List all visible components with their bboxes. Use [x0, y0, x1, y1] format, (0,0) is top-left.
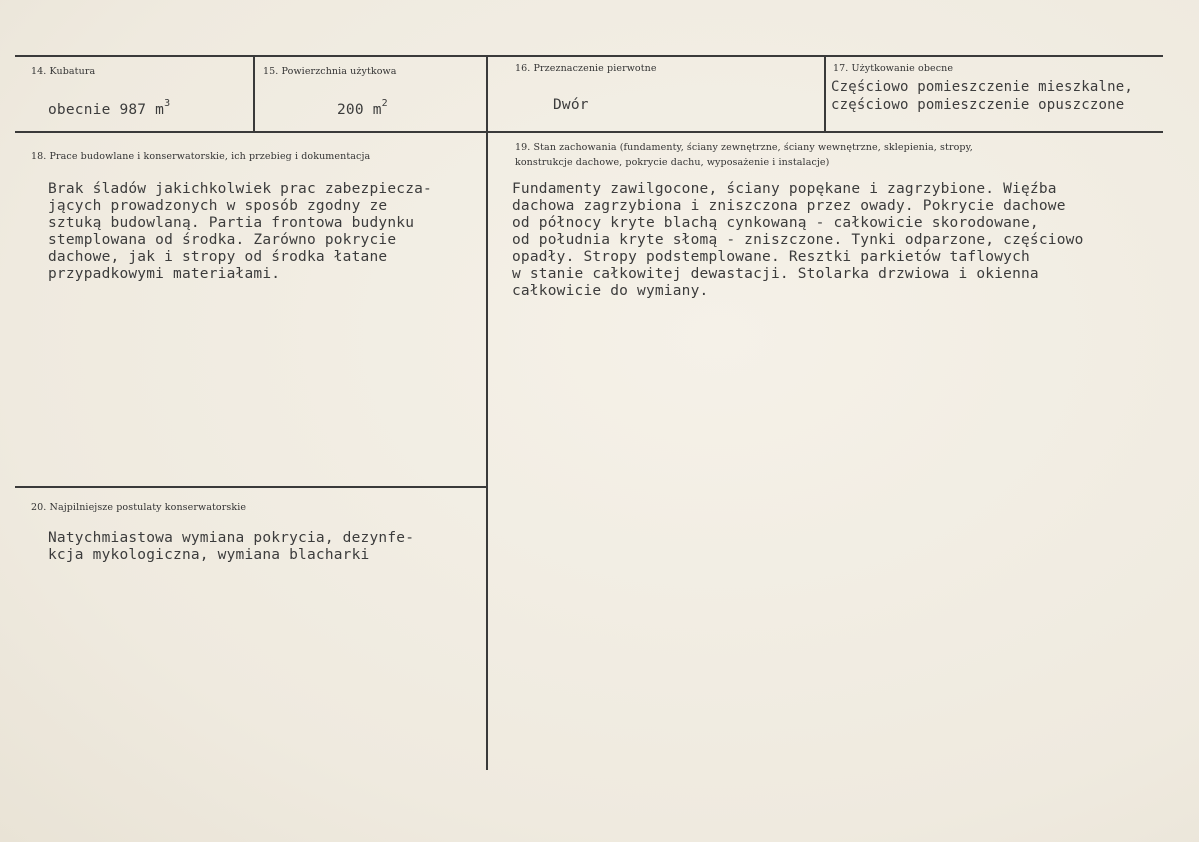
field-19-label-cont: konstrukcje dachowe, pokrycie dachu, wyposażenie i instalacje) — [515, 157, 830, 168]
row2-rule — [15, 486, 486, 488]
field-17-line: Częściowo pomieszczenie mieszkalne, — [831, 79, 1134, 95]
field-18-line: jących prowadzonych w sposób zgodny ze — [48, 198, 388, 214]
field-19-label: 19. Stan zachowania (fundamenty, ściany zewnętrzne, ściany wewnętrzne, sklepienia, stropy, — [515, 142, 973, 153]
field-16-label: 16. Przeznaczenie pierwotne — [515, 63, 657, 74]
field-14-value: obecnie 987 $m^3$ — [48, 98, 171, 118]
top-rule — [15, 55, 1163, 57]
field-18-label: 18. Prace budowlane i konserwatorskie, ich przebieg i dokumentacja — [31, 151, 371, 162]
field-19-line: od południa kryte słomą - zniszczone. Tynki odparzone, częściowo — [512, 232, 1084, 248]
field-19-line: dachowa zagrzybiona i zniszczona przez owady. Pokrycie dachowe — [512, 198, 1066, 214]
field-14-label: 14. Kubatura — [31, 66, 96, 77]
field-15-label: 15. Powierzchnia użytkowa — [263, 66, 397, 77]
row1-rule — [15, 131, 1163, 133]
field-17-line: częściowo pomieszczenie opuszczone — [831, 97, 1125, 113]
field-19-line: opadły. Stropy podstemplowane. Resztki parkietów taflowych — [512, 249, 1030, 265]
field-17-label: 17. Użytkowanie obecne — [833, 63, 954, 74]
field-19-line: całkowicie do wymiany. — [512, 283, 709, 299]
field-18-line: sztuką budowlaną. Partia frontowa budynku — [48, 215, 415, 231]
field-15-value: 200 $m^2$ — [337, 98, 388, 118]
field-19-line: od północy kryte blachą cynkowaną - całkowicie skorodowane, — [512, 215, 1039, 231]
field-18-line: stemplowana od środka. Zarówno pokrycie — [48, 232, 397, 248]
field-19-line: w stanie całkowitej dewastacji. Stolarka drzwiowa i okienna — [512, 266, 1039, 282]
divider-14-15 — [253, 56, 255, 132]
divider-15-16 — [486, 56, 488, 770]
divider-16-17 — [824, 56, 826, 132]
field-16-value: Dwór — [553, 97, 589, 113]
field-18-line: dachowe, jak i stropy od środka łatane — [48, 249, 388, 265]
field-18-line: Brak śladów jakichkolwiek prac zabezpiecza- — [48, 181, 432, 197]
field-20-line: kcja mykologiczna, wymiana blacharki — [48, 547, 370, 563]
field-20-label: 20. Najpilniejsze postulaty konserwatorskie — [31, 502, 247, 513]
field-20-line: Natychmiastowa wymiana pokrycia, dezynfe- — [48, 530, 415, 546]
field-18-line: przypadkowymi materiałami. — [48, 266, 281, 282]
field-19-line: Fundamenty zawilgocone, ściany popękane i zagrzybione. Więźba — [512, 181, 1057, 197]
